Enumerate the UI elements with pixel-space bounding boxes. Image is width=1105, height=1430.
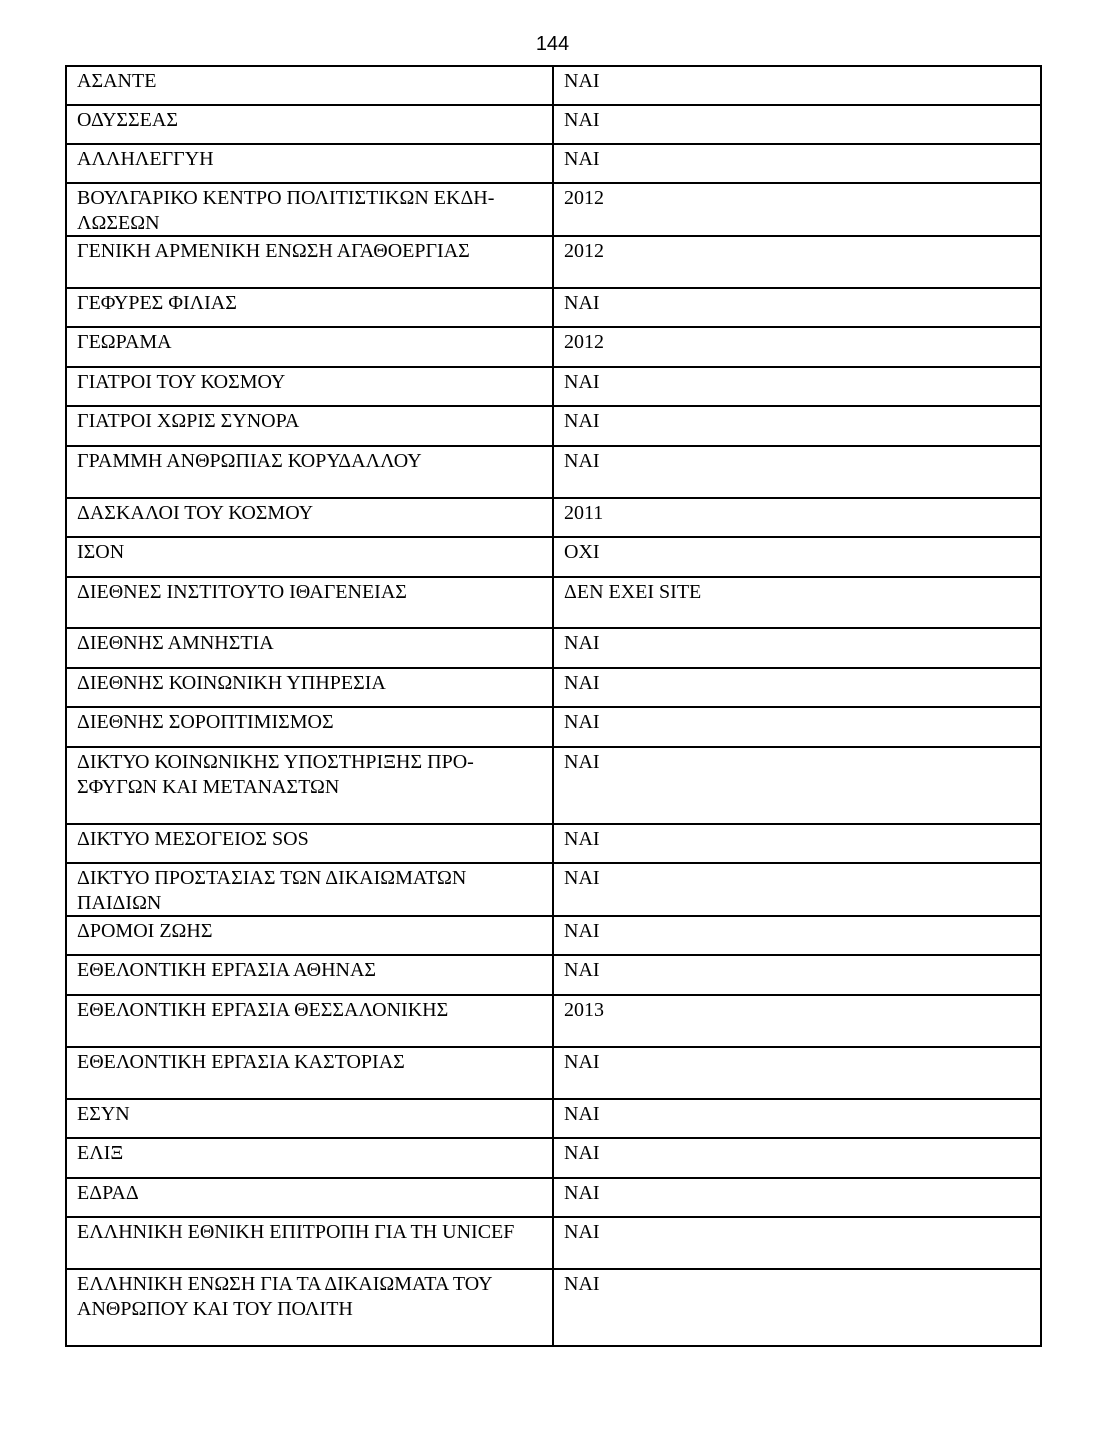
website-status: ΝΑΙ [553,105,1041,144]
website-status: ΝΑΙ [553,367,1041,406]
website-status: ΝΑΙ [553,668,1041,707]
website-status: ΝΑΙ [553,916,1041,955]
organization-name: ΕΣΥΝ [66,1099,553,1138]
table-row [66,955,1041,995]
organization-name: ΙΣΟΝ [66,537,553,577]
table-row [66,406,1041,446]
table-row [66,668,1041,707]
organization-name: ΓΙΑΤΡΟΙ ΤΟΥ ΚΟΣΜΟΥ [66,367,553,406]
website-status: ΝΑΙ [553,707,1041,747]
organization-name: ΕΘΕΛΟΝΤΙΚΗ ΕΡΓΑΣΙΑ ΑΘΗΝΑΣ [66,955,553,995]
organization-name: ΕΛΛΗΝΙΚΗ ΕΘΝΙΚΗ ΕΠΙΤΡΟΠΗ ΓΙΑ ΤΗ UNICEF [66,1217,553,1269]
website-status: ΔΕΝ ΕΧΕΙ SITE [553,577,1041,628]
table-row [66,1217,1041,1269]
website-status: ΝΑΙ [553,144,1041,183]
organization-name: ΑΛΛΗΛΕΓΓΥΗ [66,144,553,183]
organization-name: ΔΙΚΤΥΟ ΜΕΣΟΓΕΙΟΣ SOS [66,824,553,863]
website-status: ΝΑΙ [553,1099,1041,1138]
table-row [66,863,1041,916]
table-row [66,144,1041,183]
organization-name: ΕΔΡΑΔ [66,1178,553,1217]
organization-name: ΓΙΑΤΡΟΙ ΧΩΡΙΣ ΣΥΝΟΡΑ [66,406,553,446]
table-row [66,446,1041,498]
table-row [66,236,1041,288]
table-row [66,327,1041,367]
organization-name: ΔΙΚΤΥΟ ΚΟΙΝΩΝΙΚΗΣ ΥΠΟΣΤΗΡΙΞΗΣ ΠΡΟ-ΣΦΥΓΩΝ ΚΑΙ ΜΕΤΑΝΑΣΤΩΝ [66,747,553,824]
website-status: 2011 [553,498,1041,537]
website-status: ΝΑΙ [553,1178,1041,1217]
organization-name: ΒΟΥΛΓΑΡΙΚΟ ΚΕΝΤΡΟ ΠΟΛΙΤΙΣΤΙΚΩΝ ΕΚΔΗ-ΛΩΣΕΩΝ [66,183,553,236]
organization-name: ΓΕΩΡΑΜΑ [66,327,553,367]
table-row [66,628,1041,668]
website-status: ΝΑΙ [553,824,1041,863]
table-row [66,288,1041,327]
table-row [66,1269,1041,1346]
table-row [66,1047,1041,1099]
organization-name: ΔΡΟΜΟΙ ΖΩΗΣ [66,916,553,955]
organization-name: ΟΔΥΣΣΕΑΣ [66,105,553,144]
page-number: 144 [535,33,570,55]
website-status: ΝΑΙ [553,1217,1041,1269]
organization-name: ΕΛΙΞ [66,1138,553,1178]
website-status: ΝΑΙ [553,955,1041,995]
organization-name: ΔΙΚΤΥΟ ΠΡΟΣΤΑΣΙΑΣ ΤΩΝ ΔΙΚΑΙΩΜΑΤΩΝ ΠΑΙΔΙΩΝ [66,863,553,916]
website-status: ΝΑΙ [553,288,1041,327]
table-row [66,995,1041,1047]
website-status: ΟΧΙ [553,537,1041,577]
table-row [66,1178,1041,1217]
website-status: ΝΑΙ [553,1269,1041,1346]
website-status: 2013 [553,995,1041,1047]
table-row [66,747,1041,824]
table-row [66,1099,1041,1138]
table-row [66,577,1041,628]
organization-name: ΕΘΕΛΟΝΤΙΚΗ ΕΡΓΑΣΙΑ ΘΕΣΣΑΛΟΝΙΚΗΣ [66,995,553,1047]
table-row [66,105,1041,144]
organization-name: ΔΙΕΘΝΗΣ ΣΟΡΟΠΤΙΜΙΣΜΟΣ [66,707,553,747]
organization-name: ΕΘΕΛΟΝΤΙΚΗ ΕΡΓΑΣΙΑ ΚΑΣΤΟΡΙΑΣ [66,1047,553,1099]
organization-name: ΕΛΛΗΝΙΚΗ ΕΝΩΣΗ ΓΙΑ ΤΑ ΔΙΚΑΙΩΜΑΤΑ ΤΟΥ ΑΝΘΡΩΠΟΥ ΚΑΙ ΤΟΥ ΠΟΛΙΤΗ [66,1269,553,1346]
website-status: ΝΑΙ [553,406,1041,446]
organization-name: ΔΙΕΘΝΗΣ ΚΟΙΝΩΝΙΚΗ ΥΠΗΡΕΣΙΑ [66,668,553,707]
table-row [66,367,1041,406]
table-row [66,537,1041,577]
organization-name: ΔΙΕΘΝΕΣ ΙΝΣΤΙΤΟΥΤΟ ΙΘΑΓΕΝΕΙΑΣ [66,577,553,628]
table-row [66,1138,1041,1178]
table-row [66,824,1041,863]
organization-name: ΑΣΑΝΤΕ [66,66,553,105]
website-status: ΝΑΙ [553,1138,1041,1178]
website-status: ΝΑΙ [553,863,1041,916]
website-status: 2012 [553,327,1041,367]
website-status: ΝΑΙ [553,446,1041,498]
table-row [66,183,1041,236]
organizations-table [65,65,1042,1347]
website-status: ΝΑΙ [553,628,1041,668]
website-status: 2012 [553,183,1041,236]
organization-name: ΔΑΣΚΑΛΟΙ ΤΟΥ ΚΟΣΜΟΥ [66,498,553,537]
table-row [66,498,1041,537]
table-row [66,66,1041,105]
organization-name: ΔΙΕΘΝΗΣ ΑΜΝΗΣΤΙΑ [66,628,553,668]
website-status: 2012 [553,236,1041,288]
table-row [66,707,1041,747]
website-status: ΝΑΙ [553,1047,1041,1099]
organization-name: ΓΡΑΜΜΗ ΑΝΘΡΩΠΙΑΣ ΚΟΡΥΔΑΛΛΟΥ [66,446,553,498]
website-status: ΝΑΙ [553,66,1041,105]
organization-name: ΓΕΝΙΚΗ ΑΡΜΕΝΙΚΗ ΕΝΩΣΗ ΑΓΑΘΟΕΡΓΙΑΣ [66,236,553,288]
website-status: ΝΑΙ [553,747,1041,824]
organization-name: ΓΕΦΥΡΕΣ ΦΙΛΙΑΣ [66,288,553,327]
table-row [66,916,1041,955]
